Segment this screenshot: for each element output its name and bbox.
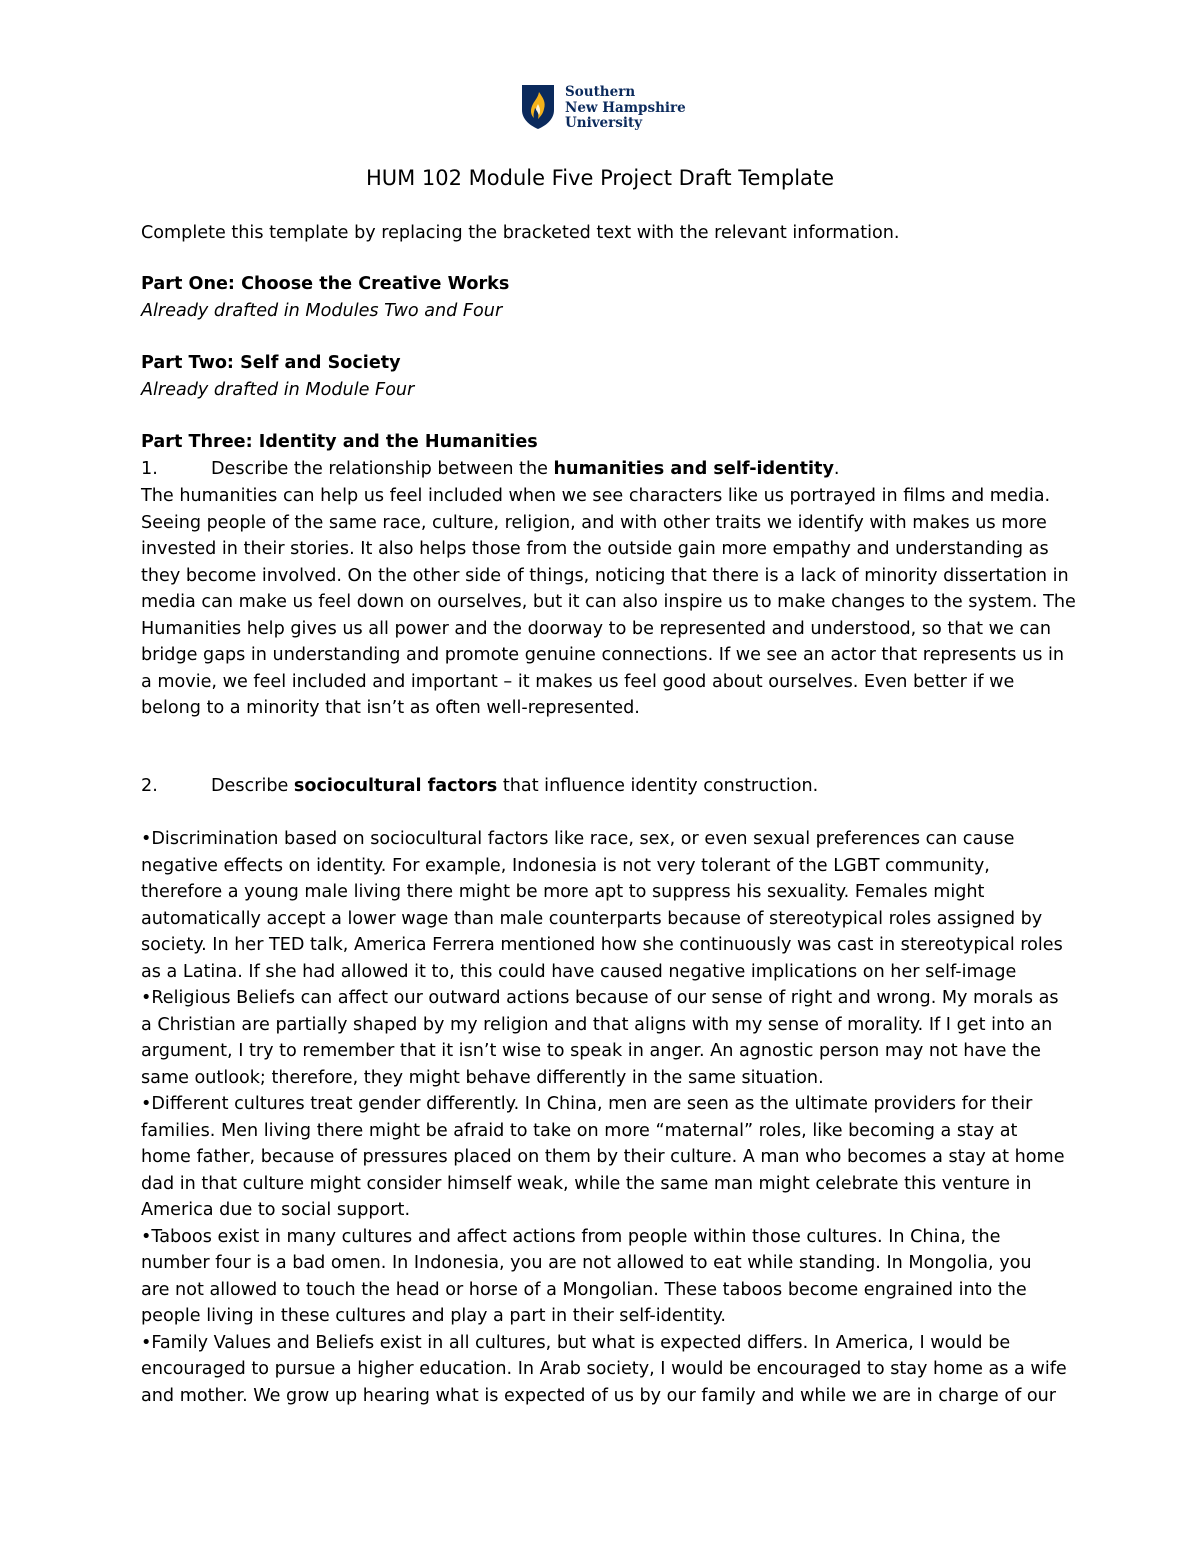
question-1-keyword: humanities and self-identity	[553, 459, 834, 479]
answer-1	[141, 483, 1076, 722]
answer-2-line: as a Latina. If she had allowed it to, this could have caused negative implications on her self-image	[141, 961, 1017, 982]
question-2-suffix: that influence identity construction.	[497, 776, 819, 796]
answer-1-line: Humanities help gives us all power and the doorway to be represented and understood, so that we can	[141, 618, 1052, 639]
answer-2-line: families. Men living there might be afraid to take on more “maternal” roles, like becoming a stay at	[141, 1120, 1018, 1141]
part-two-note: Already drafted in Module Four	[141, 380, 415, 400]
answer-2-line: •Family Values and Beliefs exist in all cultures, but what is expected differs. In America, I would be	[141, 1332, 1011, 1353]
answer-2-line: America due to social support.	[141, 1200, 411, 1220]
answer-2-line: same outlook; therefore, they might behave differently in the same situation.	[141, 1067, 824, 1088]
answer-1-line: a movie, we feel included and important – it makes us feel good about ourselves. Even better if we	[141, 671, 1015, 692]
question-1-prefix: Describe the relationship between the	[211, 459, 554, 479]
answer-2	[141, 826, 1067, 1409]
part-one-note: Already drafted in Modules Two and Four	[141, 301, 503, 321]
part-three-heading: Part Three: Identity and the Humanities	[141, 432, 538, 452]
answer-2-line: encouraged to pursue a higher education. In Arab society, I would be encouraged to stay home as a wife	[141, 1359, 1067, 1379]
answer-1-line: belong to a minority that isn’t as often well-represented.	[141, 698, 640, 718]
answer-1-line: The humanities can help us feel included when we see characters like us portrayed in films and media.	[141, 486, 1051, 506]
part-two-heading: Part Two: Self and Society	[141, 353, 401, 373]
logo-line-3: University	[565, 115, 643, 131]
answer-2-line: number four is a bad omen. In Indonesia, you are not allowed to eat while standing. In Mongolia, you	[141, 1253, 1032, 1273]
question-1-suffix: .	[833, 459, 840, 479]
answer-2-line: negative effects on identity. For example, Indonesia is not very tolerant of the LGBT community,	[141, 855, 990, 876]
university-logo	[521, 84, 686, 132]
answer-2-line: •Taboos exist in many cultures and affect actions from people within those cultures. In China, the	[141, 1226, 1001, 1247]
instructions-text: Complete this template by replacing the bracketed text with the relevant information.	[141, 223, 900, 243]
answer-2-line: are not allowed to touch the head or horse of a Mongolian. These taboos become engrained into the	[141, 1279, 1027, 1300]
answer-2-line: argument, I try to remember that it isn’t wise to speak in anger. An agnostic person may not have the	[141, 1041, 1041, 1061]
answer-2-line: •Different cultures treat gender differently. In China, men are seen as the ultimate providers for their	[141, 1094, 1033, 1114]
answer-1-line: bridge gaps in understanding and promote genuine connections. If we see an actor that represents us in	[141, 645, 1065, 665]
logo-wordmark	[565, 85, 686, 132]
question-2	[141, 773, 818, 800]
logo-line-1: Southern	[565, 84, 636, 100]
answer-2-line: automatically accept a lower wage than male counterparts because of stereotypical roles assigned by	[141, 908, 1043, 929]
answer-2-line: society. In her TED talk, America Ferrera mentioned how she continuously was cast in stereotypical roles	[141, 935, 1063, 955]
question-2-number: 2.	[141, 776, 158, 796]
question-2-keyword: sociocultural factors	[293, 776, 498, 796]
answer-2-line: and mother. We grow up hearing what is expected of us by our family and while we are in charge of our	[141, 1385, 1057, 1406]
answer-2-line: people living in these cultures and play a part in their self-identity.	[141, 1306, 726, 1326]
answer-2-line: •Religious Beliefs can affect our outward actions because of our sense of right and wrong. My morals as	[141, 988, 1059, 1008]
answer-2-line: a Christian are partially shaped by my religion and that aligns with my sense of morality. If I get into an	[141, 1014, 1053, 1035]
answer-1-line: Seeing people of the same race, culture, religion, and with other traits we identify with makes us more	[141, 512, 1047, 533]
answer-2-line: dad in that culture might consider himself weak, while the same man might celebrate this venture in	[141, 1173, 1032, 1194]
answer-2-line: therefore a young male living there might be more apt to suppress his sexuality. Females might	[141, 882, 985, 902]
answer-1-line: they become involved. On the other side of things, noticing that there is a lack of minority dissertation in	[141, 565, 1069, 586]
document-title: HUM 102 Module Five Project Draft Template	[365, 166, 835, 190]
shield-flame-icon	[521, 84, 555, 130]
answer-2-line: home father, because of pressures placed on them by their culture. A man who becomes a stay at home	[141, 1147, 1065, 1167]
logo-line-2: New Hampshire	[565, 99, 686, 116]
answer-1-line: invested in their stories. It also helps those from the outside gain more empathy and understanding as	[141, 539, 1049, 559]
question-1	[141, 456, 840, 483]
question-2-prefix: Describe	[211, 776, 294, 796]
part-one-heading: Part One: Choose the Creative Works	[141, 274, 510, 294]
answer-2-line: •Discrimination based on sociocultural factors like race, sex, or even sexual preferences can cause	[141, 829, 1015, 849]
question-1-number: 1.	[141, 459, 158, 479]
answer-1-line: media can make us feel down on ourselves, but it can also inspire us to make changes to the system. The	[141, 592, 1076, 612]
